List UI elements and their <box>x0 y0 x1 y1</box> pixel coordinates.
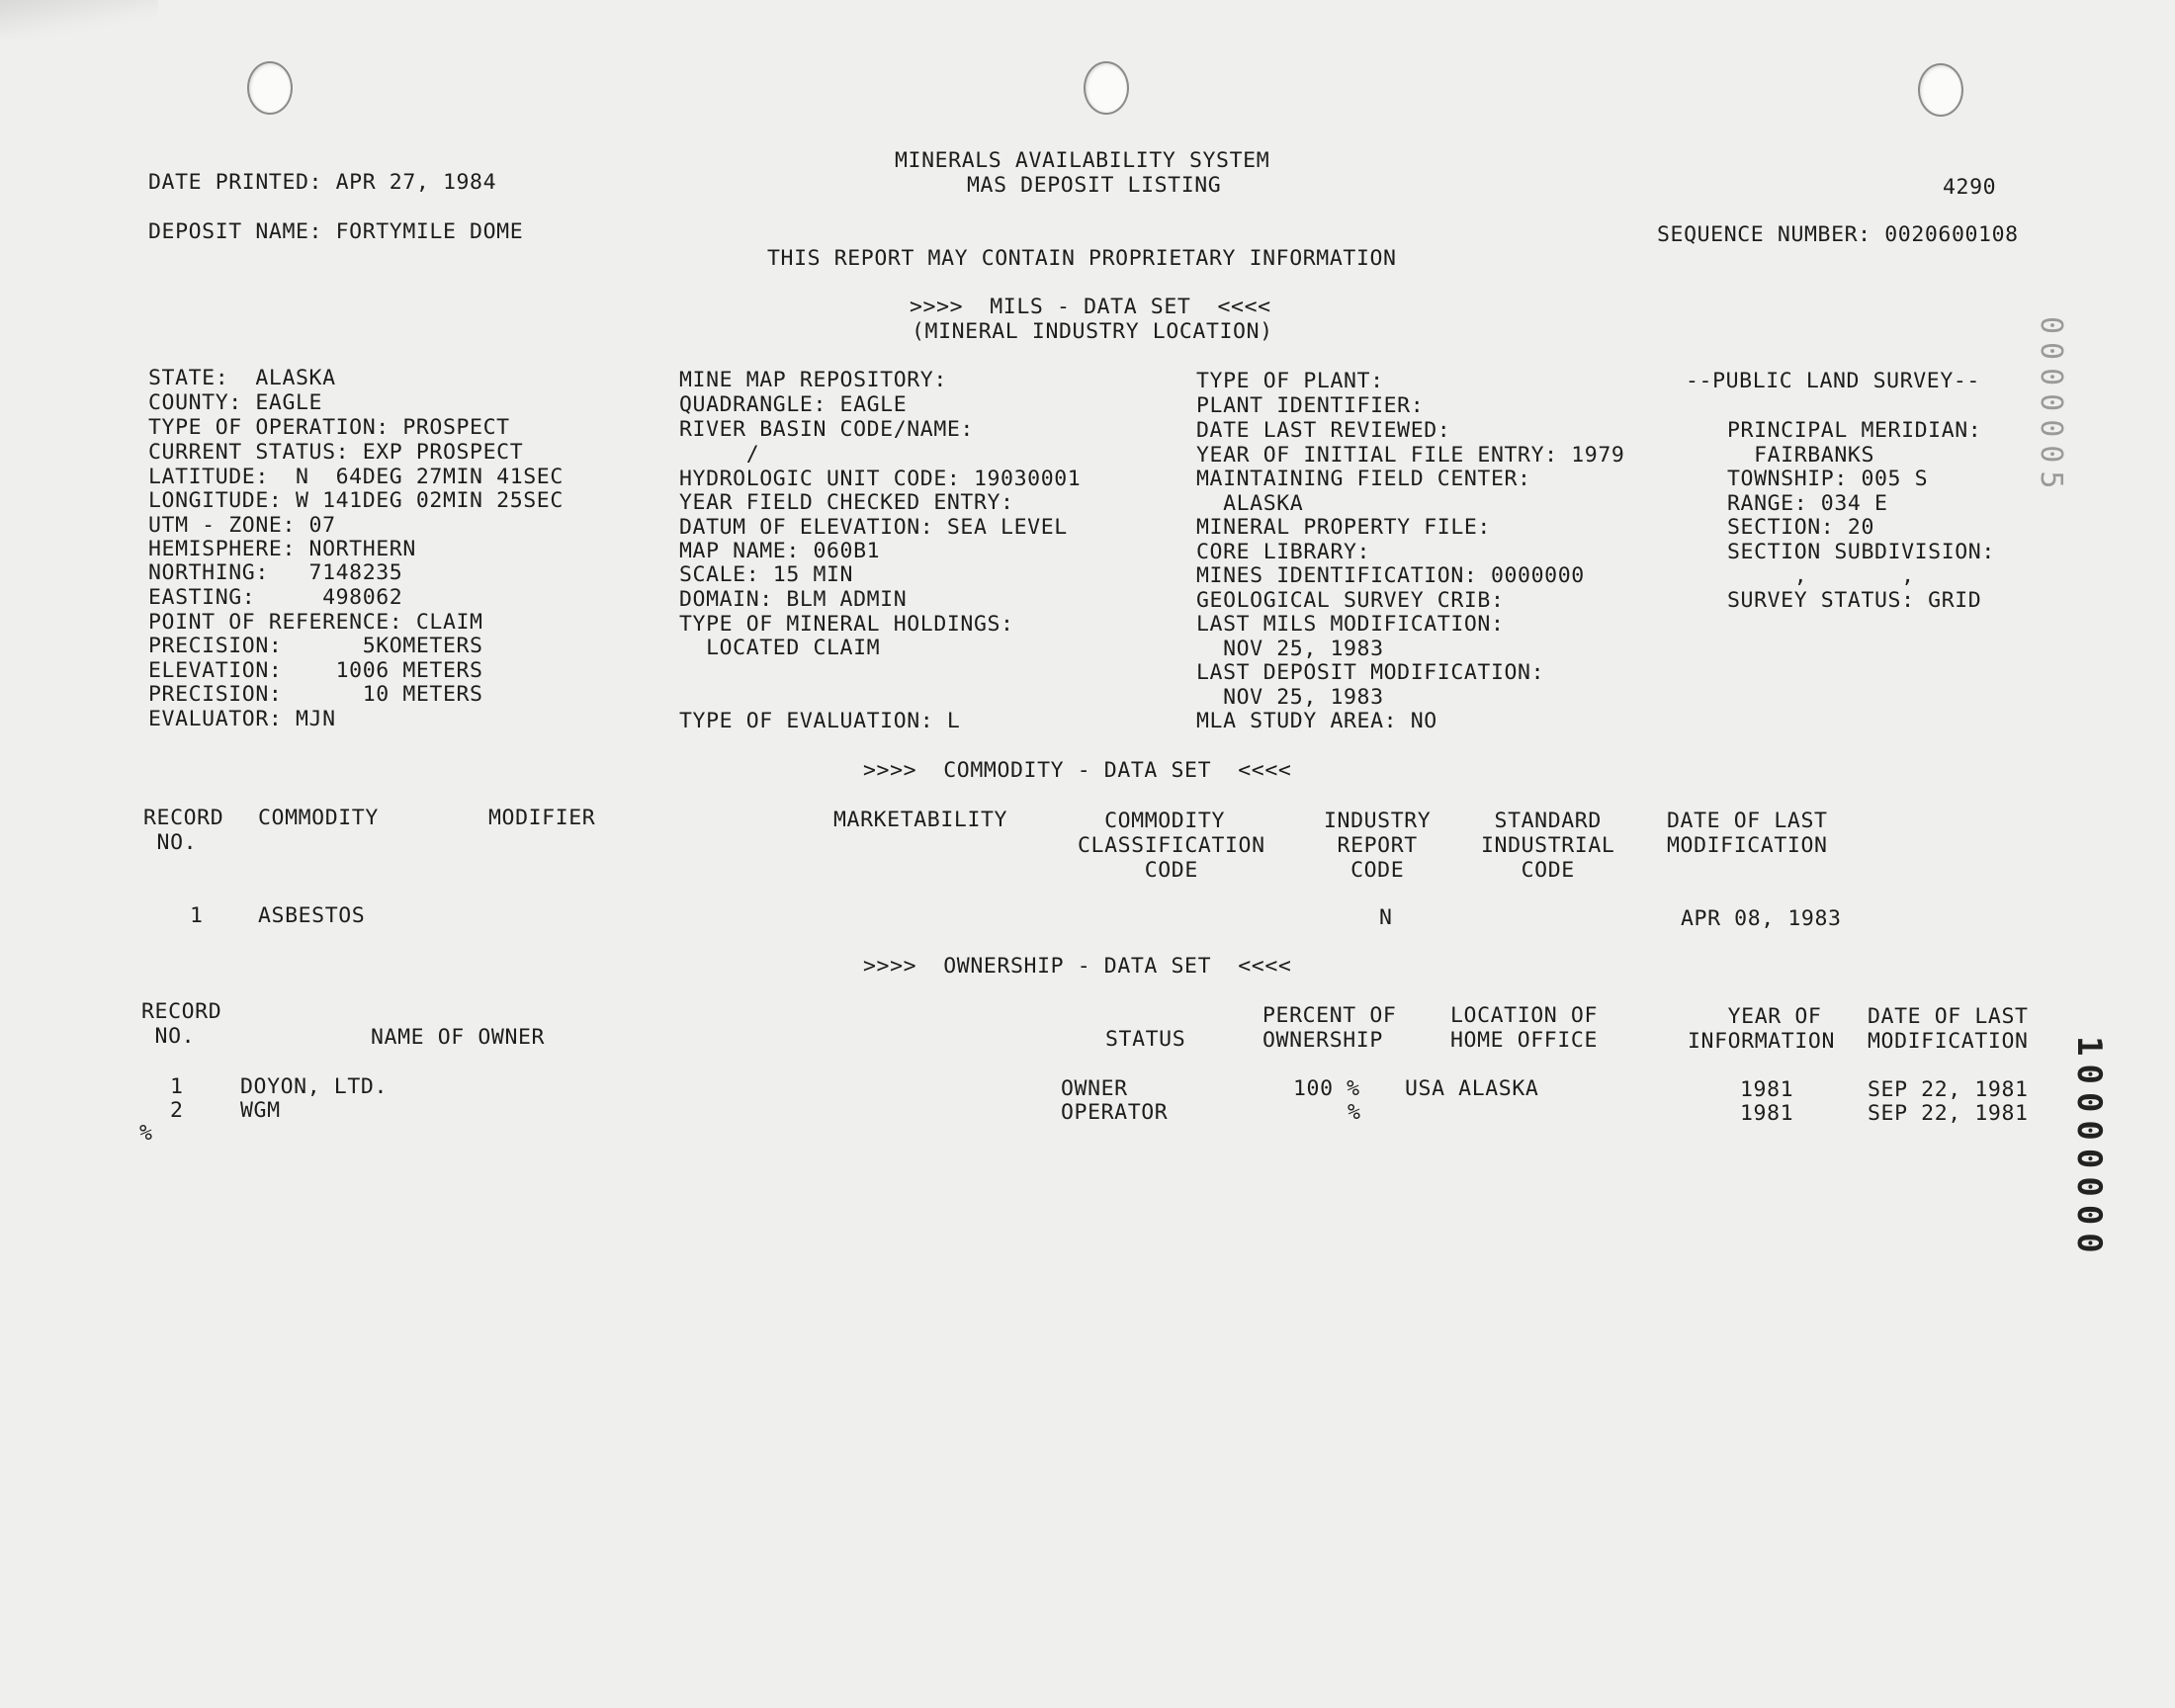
date-printed: DATE PRINTED: APR 27, 1984 <box>148 170 497 195</box>
mils-field: COUNTY: EAGLE <box>148 390 323 415</box>
mils-field: PRECISION: 5KOMETERS <box>148 634 483 658</box>
serial-stamp-lower: 10000000 <box>2069 1036 2109 1261</box>
binder-hole-left <box>247 61 293 115</box>
mils-field: HEMISPHERE: NORTHERN <box>148 537 416 561</box>
mils-title: >>>> MILS - DATA SET <<<< <box>910 295 1271 319</box>
mils-field: DATUM OF ELEVATION: SEA LEVEL <box>679 515 1068 540</box>
col-header-sic: STANDARD INDUSTRIAL CODE <box>1481 809 1615 883</box>
mils-field: EVALUATOR: MJN <box>148 707 336 731</box>
cell-status: OWNER <box>1061 1076 1128 1101</box>
col-header-modifier: MODIFIER <box>488 806 596 830</box>
deposit-name: DEPOSIT NAME: FORTYMILE DOME <box>148 219 524 244</box>
land-survey-field: , , <box>1727 563 1915 588</box>
cell-year: 1981 <box>1740 1101 1794 1126</box>
mils-field: NORTHING: 7148235 <box>148 560 403 585</box>
mils-field: MINERAL PROPERTY FILE: <box>1196 515 1491 540</box>
mils-field: STATE: ALASKA <box>148 366 336 390</box>
mils-field: HYDROLOGIC UNIT CODE: 19030001 <box>679 467 1082 491</box>
land-survey-field: RANGE: 034 E <box>1727 491 1888 516</box>
mils-field: LONGITUDE: W 141DEG 02MIN 25SEC <box>148 488 564 513</box>
mils-field: LATITUDE: N 64DEG 27MIN 41SEC <box>148 465 564 489</box>
col-header-record: RECORD NO. <box>141 999 222 1049</box>
system-title: MINERALS AVAILABILITY SYSTEM <box>895 148 1270 173</box>
mils-field: EASTING: 498062 <box>148 585 403 610</box>
mils-field: RIVER BASIN CODE/NAME: <box>679 417 974 442</box>
mils-field: ELEVATION: 1006 METERS <box>148 658 483 683</box>
mils-field: / <box>679 442 760 467</box>
cell-record-no: 1 <box>190 903 204 928</box>
mils-type-of-evaluation: TYPE OF EVALUATION: L <box>679 709 961 733</box>
cell-location: USA ALASKA <box>1405 1076 1539 1101</box>
cell-year: 1981 <box>1740 1077 1794 1102</box>
mils-field: LAST MILS MODIFICATION: <box>1196 612 1505 637</box>
cell-last-modification: SEP 22, 1981 <box>1868 1077 2029 1102</box>
col-header-location: LOCATION OF HOME OFFICE <box>1450 1003 1598 1053</box>
mils-field: CURRENT STATUS: EXP PROSPECT <box>148 440 524 465</box>
mils-field: POINT OF REFERENCE: CLAIM <box>148 610 483 635</box>
cell-last-modification: APR 08, 1983 <box>1681 906 1842 931</box>
mils-field: LOCATED CLAIM <box>679 636 881 660</box>
mils-subtitle: (MINERAL INDUSTRY LOCATION) <box>912 319 1273 344</box>
mils-field: PRECISION: 10 METERS <box>148 682 483 707</box>
cell-owner-name: WGM <box>240 1098 281 1123</box>
mils-field: NOV 25, 1983 <box>1196 685 1384 710</box>
mils-field: TYPE OF MINERAL HOLDINGS: <box>679 612 1014 637</box>
cell-percent: % <box>1348 1100 1361 1125</box>
land-survey-field: FAIRBANKS <box>1727 443 1874 468</box>
mils-field: DOMAIN: BLM ADMIN <box>679 587 908 612</box>
col-header-marketability: MARKETABILITY <box>833 808 1008 832</box>
mils-field: PLANT IDENTIFIER: <box>1196 393 1425 418</box>
mils-field: SCALE: 15 MIN <box>679 562 854 587</box>
mils-field: TYPE OF PLANT: <box>1196 369 1384 393</box>
land-survey-field: TOWNSHIP: 005 S <box>1727 467 1929 491</box>
cell-owner-name: DOYON, LTD. <box>240 1074 388 1099</box>
folded-corner <box>0 0 158 40</box>
mils-field: GEOLOGICAL SURVEY CRIB: <box>1196 588 1505 613</box>
col-header-year: YEAR OF INFORMATION <box>1688 1004 1835 1054</box>
serial-stamp-upper: 0000005 <box>2034 316 2068 497</box>
land-survey-field: SURVEY STATUS: GRID <box>1727 588 1982 613</box>
mils-field: NOV 25, 1983 <box>1196 637 1384 661</box>
mils-field: LAST DEPOSIT MODIFICATION: <box>1196 660 1545 685</box>
col-header-record: RECORD NO. <box>143 806 224 855</box>
cell-status: OPERATOR <box>1061 1100 1169 1125</box>
page-number: 4290 <box>1943 175 1997 200</box>
commodity-title: >>>> COMMODITY - DATA SET <<<< <box>863 758 1292 783</box>
listing-title: MAS DEPOSIT LISTING <box>967 173 1222 198</box>
cell-percent: 100 % <box>1293 1076 1360 1101</box>
end-of-record-mark: % <box>139 1121 153 1146</box>
mils-field: ALASKA <box>1196 491 1304 516</box>
mils-field: QUADRANGLE: EAGLE <box>679 392 908 417</box>
proprietary-notice: THIS REPORT MAY CONTAIN PROPRIETARY INFORMATION <box>767 246 1397 271</box>
col-header-last-modification: DATE OF LAST MODIFICATION <box>1868 1004 2029 1054</box>
col-header-last-modification: DATE OF LAST MODIFICATION <box>1667 809 1828 858</box>
land-survey-field: PRINCIPAL MERIDIAN: <box>1727 418 1982 443</box>
cell-record-no: 2 <box>170 1098 184 1123</box>
land-survey-title: --PUBLIC LAND SURVEY-- <box>1686 369 1980 393</box>
cell-industry-code: N <box>1379 905 1393 930</box>
mils-field: UTM - ZONE: 07 <box>148 513 336 538</box>
binder-hole-right <box>1918 63 1963 117</box>
mils-field: DATE LAST REVIEWED: <box>1196 418 1451 443</box>
cell-commodity: ASBESTOS <box>258 903 366 928</box>
ownership-title: >>>> OWNERSHIP - DATA SET <<<< <box>863 954 1292 979</box>
col-header-owner-name: NAME OF OWNER <box>371 1025 546 1050</box>
col-header-industry-report: INDUSTRY REPORT CODE <box>1324 809 1432 883</box>
mils-field: MLA STUDY AREA: NO <box>1196 709 1437 733</box>
col-header-classification: COMMODITY CLASSIFICATION CODE <box>1078 809 1265 883</box>
col-header-status: STATUS <box>1105 1027 1186 1052</box>
mils-field: YEAR OF INITIAL FILE ENTRY: 1979 <box>1196 443 1625 468</box>
col-header-percent: PERCENT OF OWNERSHIP <box>1262 1003 1397 1053</box>
cell-record-no: 1 <box>170 1074 184 1099</box>
cell-last-modification: SEP 22, 1981 <box>1868 1101 2029 1126</box>
mils-field: MAP NAME: 060B1 <box>679 539 881 563</box>
mils-field: MINES IDENTIFICATION: 0000000 <box>1196 563 1585 588</box>
land-survey-field: SECTION: 20 <box>1727 515 1874 540</box>
binder-hole-center <box>1084 61 1129 115</box>
mils-field: YEAR FIELD CHECKED ENTRY: <box>679 490 1014 515</box>
mils-field: MAINTAINING FIELD CENTER: <box>1196 467 1531 491</box>
col-header-commodity: COMMODITY <box>258 806 379 830</box>
land-survey-field: SECTION SUBDIVISION: <box>1727 540 1995 564</box>
mils-field: MINE MAP REPOSITORY: <box>679 368 947 392</box>
mils-field: TYPE OF OPERATION: PROSPECT <box>148 415 510 440</box>
mils-field: CORE LIBRARY: <box>1196 540 1371 564</box>
sequence-number: SEQUENCE NUMBER: 0020600108 <box>1657 222 2019 247</box>
